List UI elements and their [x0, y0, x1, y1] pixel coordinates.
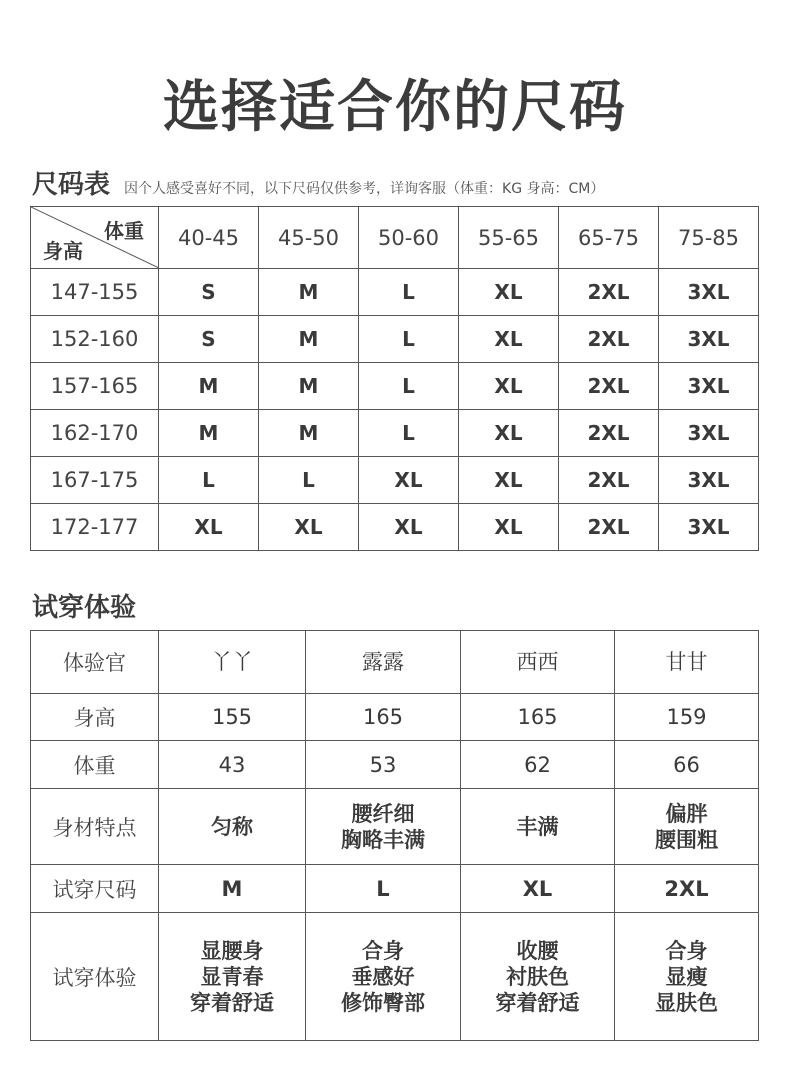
size-cell: M: [259, 269, 359, 316]
tester-name: 甘甘: [615, 631, 759, 694]
size-cell: 3XL: [659, 363, 759, 410]
tester-height: 155: [159, 694, 306, 741]
weight-range-header: 50-60: [359, 207, 459, 269]
table-row: [31, 457, 759, 504]
size-cell: M: [259, 410, 359, 457]
size-cell: XL: [359, 457, 459, 504]
size-cell: M: [159, 410, 259, 457]
tester-experience: 显腰身 显青春 穿着舒适: [159, 913, 306, 1041]
height-range-cell: 162-170: [31, 410, 159, 457]
size-cell: L: [359, 410, 459, 457]
size-cell: 3XL: [659, 457, 759, 504]
size-chart-heading: [32, 164, 604, 200]
corner-cell: [31, 207, 159, 269]
try-on-table: [30, 630, 759, 1041]
size-cell: 2XL: [559, 363, 659, 410]
tester-weight: 62: [461, 741, 615, 789]
size-chart-table: [30, 206, 759, 551]
weight-range-header: 45-50: [259, 207, 359, 269]
body-type-row: [31, 789, 759, 865]
size-cell: M: [259, 316, 359, 363]
size-cell: L: [359, 363, 459, 410]
tester-name: 西西: [461, 631, 615, 694]
tester-height: 159: [615, 694, 759, 741]
size-cell: XL: [459, 504, 559, 551]
table-row: [31, 410, 759, 457]
size-cell: M: [259, 363, 359, 410]
row-label: 身材特点: [31, 789, 159, 865]
size-cell: 3XL: [659, 269, 759, 316]
size-cell: 2XL: [559, 457, 659, 504]
tester-height: 165: [306, 694, 461, 741]
size-cell: 3XL: [659, 316, 759, 363]
size-cell: XL: [459, 269, 559, 316]
height-range-cell: 157-165: [31, 363, 159, 410]
size-cell: XL: [459, 410, 559, 457]
tester-name: 丫丫: [159, 631, 306, 694]
size-cell: XL: [359, 504, 459, 551]
weight-range-header: 55-65: [459, 207, 559, 269]
table-row: [31, 363, 759, 410]
tester-size: L: [306, 865, 461, 913]
size-cell: 2XL: [559, 316, 659, 363]
height-range-cell: 152-160: [31, 316, 159, 363]
tester-body-type: 丰满: [461, 789, 615, 865]
size-cell: S: [159, 269, 259, 316]
size-cell: XL: [459, 363, 559, 410]
weight-row: [31, 741, 759, 789]
tester-row: [31, 631, 759, 694]
size-cell: XL: [159, 504, 259, 551]
size-cell: 2XL: [559, 504, 659, 551]
tester-experience: 合身 垂感好 修饰臀部: [306, 913, 461, 1041]
weight-range-header: 40-45: [159, 207, 259, 269]
tester-body-type: 匀称: [159, 789, 306, 865]
height-range-cell: 167-175: [31, 457, 159, 504]
height-row: [31, 694, 759, 741]
tester-body-type: 腰纤细 胸略丰满: [306, 789, 461, 865]
row-label: 体重: [31, 741, 159, 789]
height-range-cell: 172-177: [31, 504, 159, 551]
size-chart-note: 因个人感受喜好不同，以下尺码仅供参考，详询客服（体重：KG 身高：CM）: [124, 181, 605, 197]
tester-body-type: 偏胖 腰围粗: [615, 789, 759, 865]
weight-range-header: 75-85: [659, 207, 759, 269]
size-cell: 2XL: [559, 410, 659, 457]
row-label: 试穿尺码: [31, 865, 159, 913]
table-row: [31, 269, 759, 316]
tester-height: 165: [461, 694, 615, 741]
table-row: [31, 316, 759, 363]
tester-weight: 66: [615, 741, 759, 789]
size-cell: XL: [259, 504, 359, 551]
size-cell: L: [359, 269, 459, 316]
size-cell: 2XL: [559, 269, 659, 316]
size-cell: XL: [459, 457, 559, 504]
row-label: 身高: [31, 694, 159, 741]
row-label: 试穿体验: [31, 913, 159, 1041]
tester-weight: 53: [306, 741, 461, 789]
row-label: 体验官: [31, 631, 159, 694]
size-cell: M: [159, 363, 259, 410]
size-chart-title: 尺码表: [32, 170, 111, 200]
weight-range-header: 65-75: [559, 207, 659, 269]
size-cell: L: [159, 457, 259, 504]
page-title: 选择适合你的尺码: [163, 75, 627, 140]
size-cell: L: [359, 316, 459, 363]
try-on-heading: 试穿体验: [32, 593, 137, 623]
size-cell: XL: [459, 316, 559, 363]
trial-size-row: [31, 865, 759, 913]
tester-weight: 43: [159, 741, 306, 789]
size-cell: 3XL: [659, 410, 759, 457]
size-cell: L: [259, 457, 359, 504]
tester-size: XL: [461, 865, 615, 913]
height-range-cell: 147-155: [31, 269, 159, 316]
size-cell: 3XL: [659, 504, 759, 551]
experience-row: [31, 913, 759, 1041]
tester-size: M: [159, 865, 306, 913]
corner-weight-label: 体重: [104, 219, 144, 243]
corner-height-label: 身高: [43, 239, 83, 263]
tester-experience: 合身 显瘦 显肤色: [615, 913, 759, 1041]
size-chart-header-row: [31, 207, 759, 269]
tester-name: 露露: [306, 631, 461, 694]
tester-size: 2XL: [615, 865, 759, 913]
tester-experience: 收腰 衬肤色 穿着舒适: [461, 913, 615, 1041]
size-cell: S: [159, 316, 259, 363]
table-row: [31, 504, 759, 551]
